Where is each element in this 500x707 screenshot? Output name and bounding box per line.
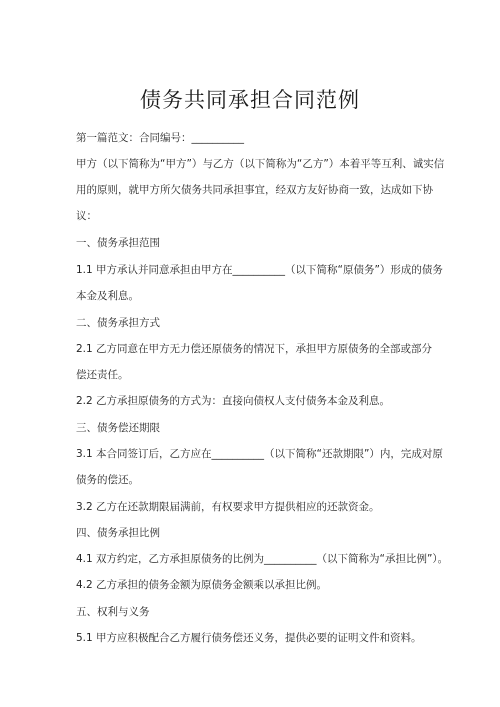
clause-3-2: 3.2 乙方在还款期限届满前，有权要求甲方提供相应的还款资金。 [76,501,380,513]
section-heading-5: 五、权利与义务 [76,606,150,618]
section-heading-3: 三、债务偿还期限 [76,422,160,434]
clause-1-1-line-1: 1.1 甲方承认并同意承担由甲方在__________（以下简称“原债务”）形成的债务 [76,264,443,276]
section-heading-1: 一、债务承担范围 [76,237,160,249]
clause-4-1: 4.1 双方约定，乙方承担原债务的比例为__________（以下简称为“承担比例”）。 [76,553,449,565]
clause-2-2: 2.2 乙方承担原债务的方式为：直接向债权人支付债务本金及利息。 [76,395,391,407]
clause-1-1-line-2: 本金及利息。 [76,290,139,302]
section-heading-2: 二、债务承担方式 [76,317,160,329]
clause-3-1-line-2: 债务的偿还。 [76,474,139,486]
preamble-line-1: 甲方（以下简称为“甲方”）与乙方（以下简称为“乙方”）本着平等互利、诚实信 [76,158,445,170]
clause-2-1-line-2: 偿还责任。 [76,369,129,381]
clause-2-1-line-1: 2.1 乙方同意在甲方无力偿还原债务的情况下，承担甲方原债务的全部或部分 [76,343,433,355]
preamble-line-3: 议： [76,210,97,222]
clause-3-1-line-1: 3.1 本合同签订后，乙方应在__________（以下简称“还款期限”）内，完成对原 [76,448,443,460]
contract-number-line: 第一篇范文：合同编号：__________ [76,132,244,144]
document-title: 债务共同承担合同范例 [140,88,360,112]
section-heading-4: 四、债务承担比例 [76,527,160,539]
preamble-line-2: 用的原则，就甲方所欠债务共同承担事宜，经双方友好协商一致，达成如下协 [76,184,433,196]
clause-5-1: 5.1 甲方应积极配合乙方履行债务偿还义务，提供必要的证明文件和资料。 [76,632,422,644]
clause-4-2: 4.2 乙方承担的债务金额为原债务金额乘以承担比例。 [76,579,328,591]
